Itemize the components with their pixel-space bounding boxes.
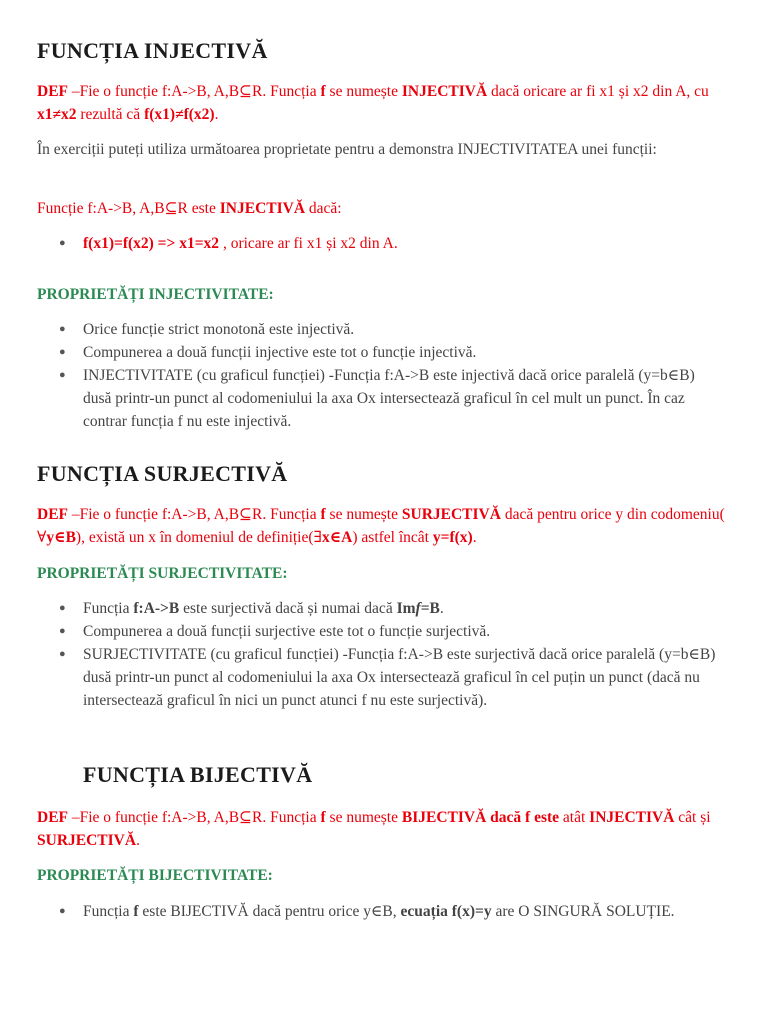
props-list-injectiva [37, 318, 727, 433]
rule-list-injectiva [37, 232, 737, 255]
list-item: ● Compunerea a două funcții injective este tot o funcție injectivă. [37, 341, 727, 364]
def-surjectiva: DEF –Fie o funcție f:A->B, A,B⊆R. Funcția f se numește SURJECTIVĂ dacă pentru orice y din codomeniu( ∀y∈B), există un x în domeniul de definiție(∃x∈A) astfel încât y=f(x). [37, 506, 725, 546]
props-list-surjectiva [37, 597, 727, 712]
heading-surjectiva: FUNCȚIA SURJECTIVĂ [37, 461, 288, 486]
def-injectiva: DEF –Fie o funcție f:A->B, A,B⊆R. Funcția f se numește INJECTIVĂ dacă oricare ar fi x1 și x2 din A, cu x1≠x2 rezultă că f(x1)≠f(x2). [37, 83, 709, 123]
props-title-injectiva: PROPRIETĂȚI INJECTIVITATE: [37, 286, 274, 303]
list-item: ● f(x1)=f(x2) => x1=x2 , oricare ar fi x1 și x2 din A. [37, 232, 737, 255]
list-item: ● Compunerea a două funcții surjective este tot o funcție surjectivă. [37, 620, 727, 643]
list-item: ● Funcția f este BIJECTIVĂ dacă pentru orice y∈B, ecuația f(x)=y are O SINGURĂ SOLUȚIE. [37, 900, 727, 923]
props-title-surjectiva: PROPRIETĂȚI SURJECTIVITATE: [37, 565, 288, 582]
rule-injectiva: Funcție f:A->B, A,B⊆R este INJECTIVĂ dacă: [37, 200, 342, 217]
props-list-bijectiva [37, 900, 727, 923]
heading-bijectiva: FUNCȚIA BIJECTIVĂ [83, 762, 313, 787]
list-item: ● Funcția f:A->B este surjectivă dacă și numai dacă Imf=B. [37, 597, 727, 620]
heading-injectiva: FUNCȚIA INJECTIVĂ [37, 38, 268, 63]
list-item: ● INJECTIVITATE (cu graficul funcției) -Funcția f:A->B este injectivă dacă orice paralelă (y=b∈B) dusă printr-un punct al codomeniului la axa Ox intersectează graficul în cel mult un punct. În caz contrar funcția f nu este injectivă. [37, 364, 727, 433]
intro-injectiva: În exerciții puteți utiliza următoarea proprietate pentru a demonstra INJECTIVITATEA unei funcții: [37, 141, 657, 158]
def-bijectiva: DEF –Fie o funcție f:A->B, A,B⊆R. Funcția f se numește BIJECTIVĂ dacă f este atât INJECTIVĂ cât și SURJECTIVĂ. [37, 809, 711, 849]
list-item: ● Orice funcție strict monotonă este injectivă. [37, 318, 727, 341]
props-title-bijectiva: PROPRIETĂȚI BIJECTIVITATE: [37, 867, 273, 884]
list-item: ● SURJECTIVITATE (cu graficul funcției) -Funcția f:A->B este surjectivă dacă orice paralelă (y=b∈B) dusă printr-un punct al codomeniului la axa Ox intersectează graficul în cel puțin un punct (dacă nu intersectează graficul în nici un punct atunci f nu este surjectivă). [37, 643, 727, 712]
